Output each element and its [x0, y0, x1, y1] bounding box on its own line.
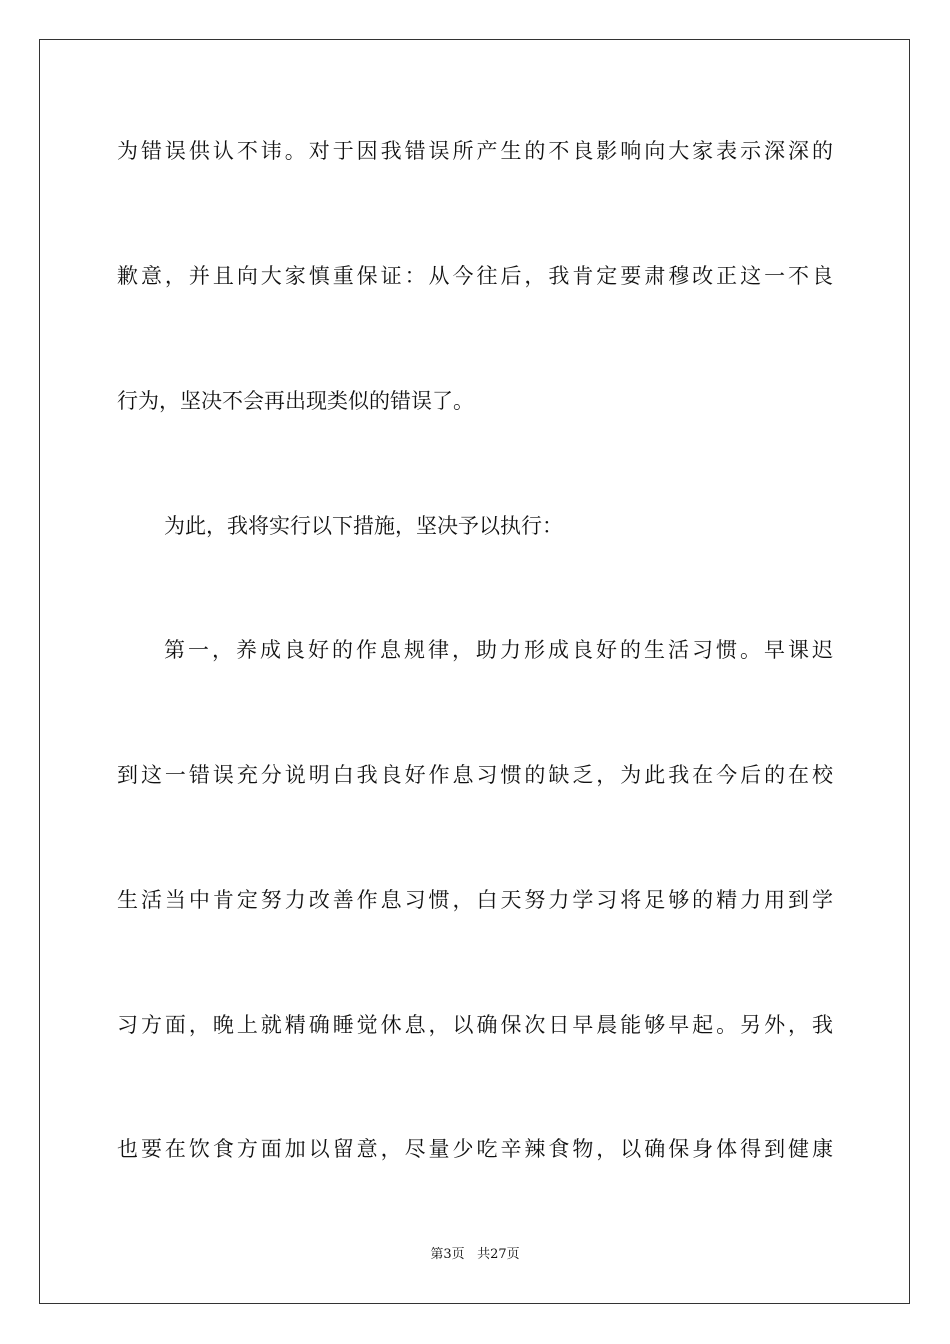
text-line-5: 第一，养成良好的作息规律，助力形成良好的生活习惯。早课迟 — [164, 638, 833, 662]
text-line-3: 行为，坚决不会再出现类似的错误了。 — [117, 389, 474, 413]
page-footer — [0, 1247, 950, 1263]
text-line-9: 也要在饮食方面加以留意，尽量少吃辛辣食物，以确保身体得到健康 — [117, 1137, 833, 1161]
text-line-4: 为此，我将实行以下措施，坚决予以执行： — [164, 514, 563, 538]
text-line-6: 到这一错误充分说明白我良好作息习惯的缺乏，为此我在今后的在校 — [117, 763, 833, 787]
total-pages: 共27页 — [477, 1247, 520, 1262]
page-frame — [39, 39, 910, 1304]
text-line-7: 生活当中肯定努力改善作息习惯，白天努力学习将足够的精力用到学 — [117, 888, 833, 912]
text-line-2: 歉意，并且向大家慎重保证：从今往后，我肯定要肃穆改正这一不良 — [117, 264, 833, 288]
text-line-1: 为错误供认不讳。对于因我错误所产生的不良影响向大家表示深深的 — [117, 139, 833, 163]
text-line-8: 习方面，晚上就精确睡觉休息，以确保次日早晨能够早起。另外，我 — [117, 1013, 833, 1037]
page-number: 第3页 — [430, 1247, 465, 1262]
